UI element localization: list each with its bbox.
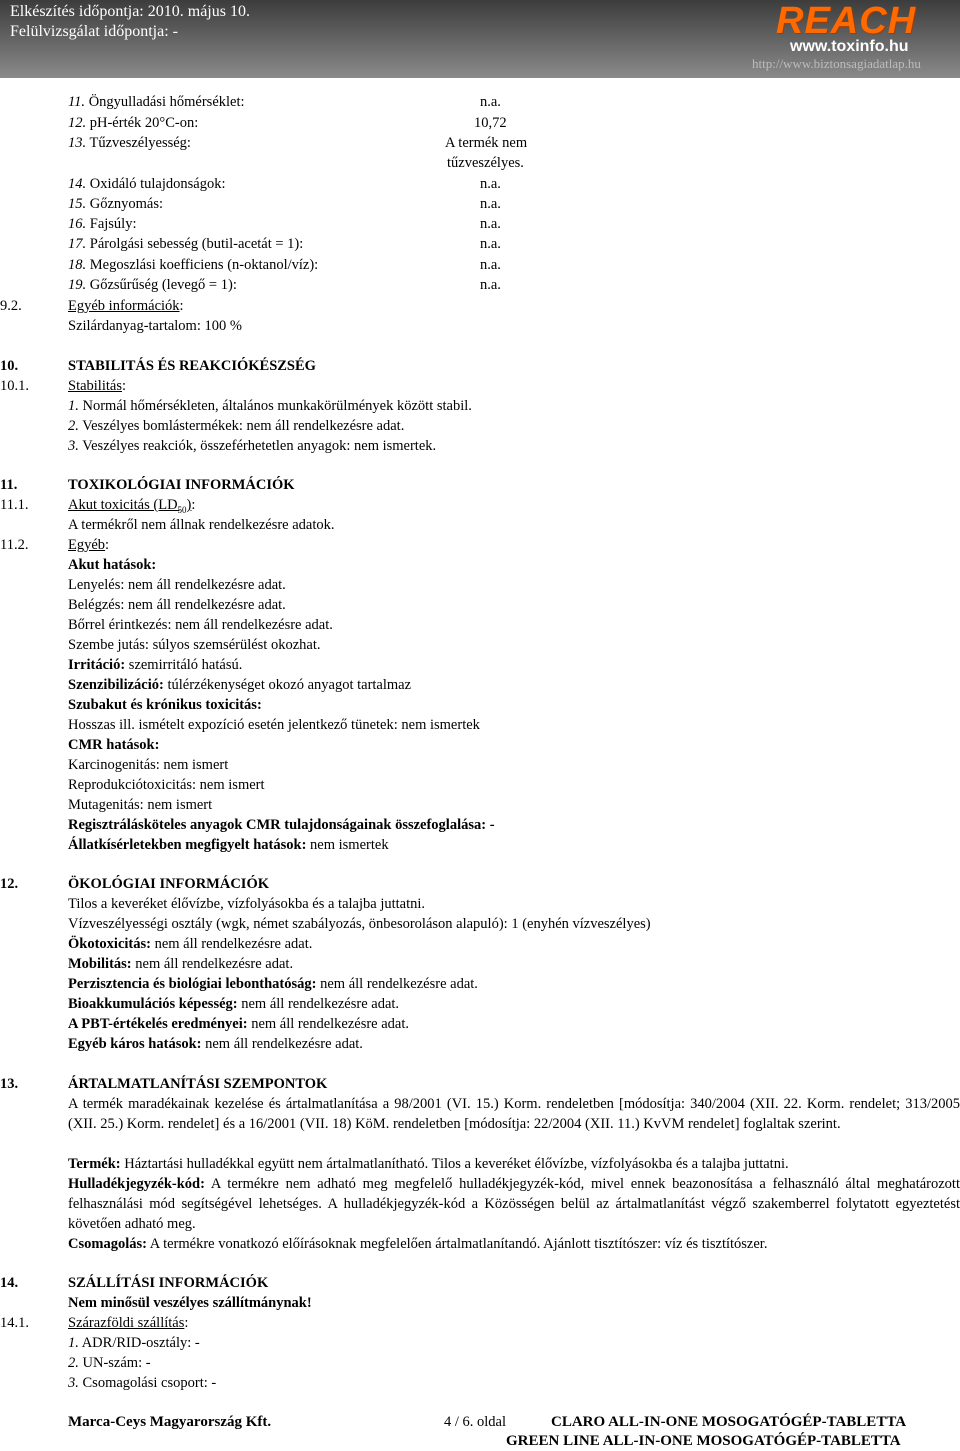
eco-line: Mobilitás: nem áll rendelkezésre adat. [68,956,294,972]
tox-line: Szembe jutás: súlyos szemsérülést okozhat. [68,637,321,653]
eco-line: Perzisztencia és biológiai lebonthatóság: nem áll rendelkezésre adat. [68,976,478,992]
list-item: 3. Csomagolási csoport: - [68,1375,217,1391]
tox-line: Karcinogenitás: nem ismert [68,757,229,773]
list-item: 1. ADR/RID-osztály: - [68,1335,200,1351]
tox-line: Bőrrel érintkezés: nem áll rendelkezésre adat. [68,617,333,633]
tox-line: Reprodukciótoxicitás: nem ismert [68,777,265,793]
disposal-paragraph: A termék maradékainak kezelése és ártalmatlanítása a 98/2001 (VI. 15.) Korm. rendeletben [módosítja: 340/2004 (XII. 22. Korm. rendelet; 313/2005 (XII. 25.) Korm. rendelet] és a 16/2001 (VII. 18) KöM. rendeletben [módosítja: 22/2004 (XII. 11.) KvVM rendelet] foglaltak szerint. [68,1096,960,1132]
section-number: 14. [0,1275,19,1291]
subsection-number: 10.1. [0,378,29,394]
section-14-title: SZÁLLÍTÁSI INFORMÁCIÓK [68,1275,269,1291]
review-date: Felülvizsgálat időpontja: - [10,23,178,40]
prop-row: 15. Gőznyomás: [68,196,164,212]
tox-line: Belégzés: nem áll rendelkezésre adat. [68,597,286,613]
tox-line: Irritáció: szemirritáló hatású. [68,657,243,673]
prop-row: 16. Fajsúly: [68,216,137,232]
prop-row: 13. Tűzveszélyesség: [68,135,191,151]
tox-text: A termékről nem állnak rendelkezésre adatok. [68,517,335,533]
transport-note: Nem minősül veszélyes szállítmánynak! [68,1295,312,1311]
tox-line: Regisztrálásköteles anyagok CMR tulajdonságainak összefoglalása: - [68,817,495,833]
tox-line: Szubakut és krónikus toxicitás: [68,697,262,713]
tox-line: Hosszas ill. ismételt expozíció esetén jelentkező tünetek: nem ismertek [68,717,480,733]
section-number: 9.2. [0,298,22,314]
section-9-2-title: Egyéb információk: [68,298,184,314]
eco-line: Tilos a keveréket élővízbe, vízfolyásokba és a talajba juttatni. [68,896,426,912]
prop-value: n.a. [480,176,501,192]
prop-value: n.a. [480,277,501,293]
tox-line: Szenzibilizáció: túlérzékenységet okozó anyagot tartalmaz [68,677,412,693]
section-11-title: TOXIKOLÓGIAI INFORMÁCIÓK [68,477,295,493]
subsection-title: Szárazföldi szállítás: [68,1315,189,1331]
subsection-number: 11.1. [0,497,29,513]
subsection-number: 14.1. [0,1315,29,1331]
section-number: 10. [0,358,19,374]
footer-page: 4 / 6. oldal [444,1414,507,1430]
eco-line: Vízveszélyességi osztály (wgk, német szabályozás, önbesoroláson alapuló): 1 (enyhén vízveszélyes) [68,916,651,932]
prop-row: 12. pH-érték 20°C-on: [68,115,199,131]
subsection-title: Akut toxicitás $(LD_{50})$: [68,497,196,515]
section-number: 12. [0,876,19,892]
page-header [0,0,960,78]
prop-row: 17. Párolgási sebesség (butil-acetát = 1): [68,236,304,252]
subsection-title: Stabilitás: [68,378,127,394]
section-number: 13. [0,1076,19,1092]
footer-company: Marca-Ceys Magyarország Kft. [68,1414,272,1430]
logo-url[interactable]: www.toxinfo.hu [790,38,909,55]
prop-value: n.a. [480,236,501,252]
prop-value: n.a. [480,94,501,110]
disposal-packaging: Csomagolás: A termékre vonatkozó előírásoknak megfelelően ártalmatlanítandó. Ajánlott tisztítószer: víz és tisztítószer. [68,1236,768,1252]
tox-line: Mutagenitás: nem ismert [68,797,213,813]
list-item: 2. Veszélyes bomlástermékek: nem áll rendelkezésre adat. [68,418,405,434]
eco-line: Ökotoxicitás: nem áll rendelkezésre adat. [68,936,313,952]
logo-url-secondary[interactable]: http://www.biztonsagiadatlap.hu [752,56,921,71]
eco-line: Bioakkumulációs képesség: nem áll rendelkezésre adat. [68,996,400,1012]
list-item: 2. UN-szám: - [68,1355,151,1371]
section-10-title: STABILITÁS ÉS REAKCIÓKÉSZSÉG [68,358,316,374]
subsection-number: 11.2. [0,537,29,553]
list-item: 1. Normál hőmérsékleten, általános munkakörülmények között stabil. [68,398,472,414]
prop-value-cont: tűzveszélyes. [447,155,524,171]
prop-value: n.a. [480,196,501,212]
eco-line: A PBT-értékelés eredményei: nem áll rendelkezésre adat. [68,1016,410,1032]
prop-value: A termék nem [445,135,528,151]
prop-value: 10,72 [474,115,507,131]
creation-date: Elkészítés időpontja: 2010. május 10. [10,3,250,20]
tox-line: Akut hatások: [68,557,157,573]
tox-line: Állatkísérletekben megfigyelt hatások: nem ismertek [68,837,389,853]
prop-row: 14. Oxidáló tulajdonságok: [68,176,226,192]
prop-value: n.a. [480,257,501,273]
section-13-title: ÁRTALMATLANÍTÁSI SZEMPONTOK [68,1076,328,1092]
tox-line: CMR hatások: [68,737,160,753]
section-number: 11. [0,477,18,493]
list-item: 3. Veszélyes reakciók, összeférhetetlen anyagok: nem ismertek. [68,438,437,454]
prop-value: n.a. [480,216,501,232]
prop-row: 18. Megoszlási koefficiens (n-oktanol/víz): [68,257,319,273]
disposal-waste-code: Hulladékjegyzék-kód: A termékre nem adható meg megfelelő hulladékjegyzék-kód, mivel ennek beazonosítása a felhasználó által meghatározott felhasználási mód segítségével lehetséges. A hulladékjegyzék-kód a Közösségen belül az ártalmatlanítást végző szakemberrel folytatott egyeztetést követően adható meg. [68,1176,960,1232]
solid-content: Szilárdanyag-tartalom: 100 % [68,318,242,334]
eco-line: Egyéb káros hatások: nem áll rendelkezésre adat. [68,1036,363,1052]
prop-row: 19. Gőzsűrűség (levegő = 1): [68,277,237,293]
subsection-title: Egyéb: [68,537,110,553]
prop-row: 11. Öngyulladási hőmérséklet: [68,94,245,110]
footer-product-1: CLARO ALL-IN-ONE MOSOGATÓGÉP-TABLETTA [551,1414,907,1430]
reach-logo: REACH [776,0,917,42]
disposal-product: Termék: Háztartási hulladékkal együtt nem ártalmatlanítható. Tilos a keveréket élővízbe, vízfolyásokba és a talajba juttatni. [68,1156,789,1172]
footer-product-2: GREEN LINE ALL-IN-ONE MOSOGATÓGÉP-TABLETTA [506,1433,901,1449]
section-12-title: ÖKOLÓGIAI INFORMÁCIÓK [68,876,269,892]
tox-line: Lenyelés: nem áll rendelkezésre adat. [68,577,286,593]
